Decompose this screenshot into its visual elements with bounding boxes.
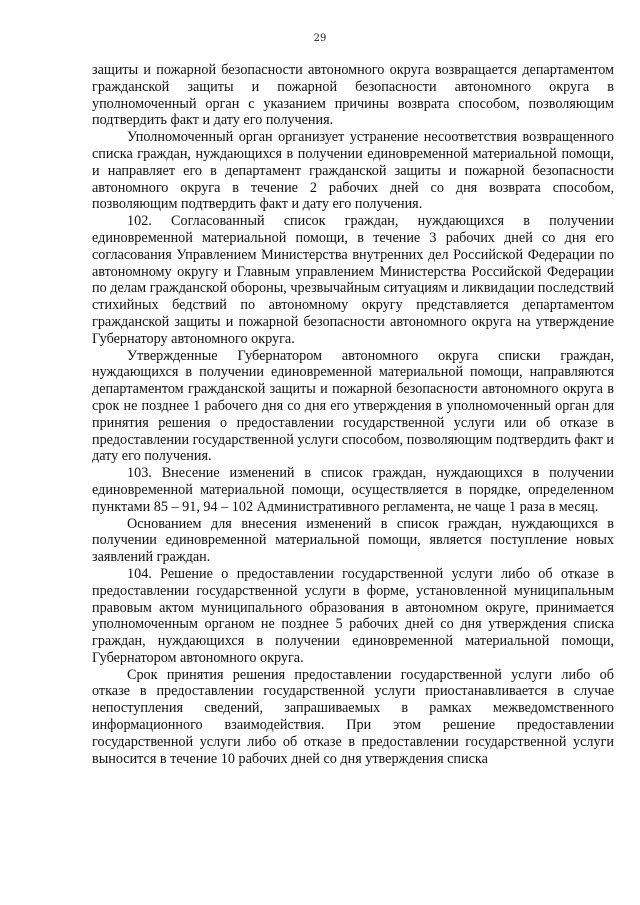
paragraph: Основанием для внесения изменений в список граждан, нуждающихся в получении единовременной материальной помощи, является поступление новых заявлений граждан. [92,515,614,566]
paragraph-item-103: 103. Внесение изменений в список граждан, нуждающихся в получении единовременной материальной помощи, осуществляется в порядке, определенном пунктами 85 – 91, 94 – 102 Административного регламента, не чаще 1 раза в месяц. [92,465,614,515]
document-body [92,62,614,767]
paragraph: Утвержденные Губернатором автономного округа списки граждан, нуждающихся в получении единовременной материальной помощи, направляются департаментом гражданской защиты и пожарной безопасности автономного округа в срок не позднее 1 рабочего дня со дня его утверждения в уполномоченный орган для принятия решения о предоставлении государственной услуги или об отказе в предоставлении государственной услуги способом, позволяющим подтвердить факт и дату его получения. [92,347,614,465]
paragraph-item-102: 102. Согласованный список граждан, нуждающихся в получении единовременной материальной помощи, в течение 3 рабочих дней со дня его согласования Управлением Министерства внутренних дел Российской Федерации по автономному округу и Главным управлением Министерства Российской Федерации по делам гражданской обороны, чрезвычайным ситуациям и ликвидации последствий стихийных бедствий по автономному округу представляется департаментом гражданской защиты и пожарной безопасности автономного округа на утверждение Губернатору автономного округа. [92,213,614,347]
paragraph-continuation: защиты и пожарной безопасности автономного округа возвращается департаментом гражданской защиты и пожарной безопасности автономного округа в уполномоченный орган с указанием причины возврата способом, позволяющим подтвердить факт и дату его получения. [92,62,614,129]
paragraph: Уполномоченный орган организует устранение несоответствия возвращенного списка граждан, нуждающихся в получении единовременной материальной помощи, и направляет его в департамент гражданской защиты и пожарной безопасности автономного округа в течение 2 рабочих дней со дня возврата способом, позволяющим подтвердить факт и дату его получения. [92,129,614,213]
paragraph: Срок принятия решения предоставлении государственной услуги либо об отказе в предоставлении государственной услуги приостанавливается в случае непоступления сведений, запрашиваемых в рамках межведомственного информационного взаимодействия. При этом решение предоставлении государственной услуги либо об отказе в предоставлении государственной услуги выносится в течение 10 рабочих дней со дня утверждения списка [92,666,614,767]
paragraph-item-104: 104. Решение о предоставлении государственной услуги либо об отказе в предоставлении государственной услуги в форме, установленной муниципальным правовым актом муниципального образования в автономном округе, принимается уполномоченным органом не позднее 5 рабочих дней со дня утверждения списка граждан, нуждающихся в получении единовременной материальной помощи, Губернатором автономного округа. [92,565,614,666]
page-number: 29 [313,33,327,44]
